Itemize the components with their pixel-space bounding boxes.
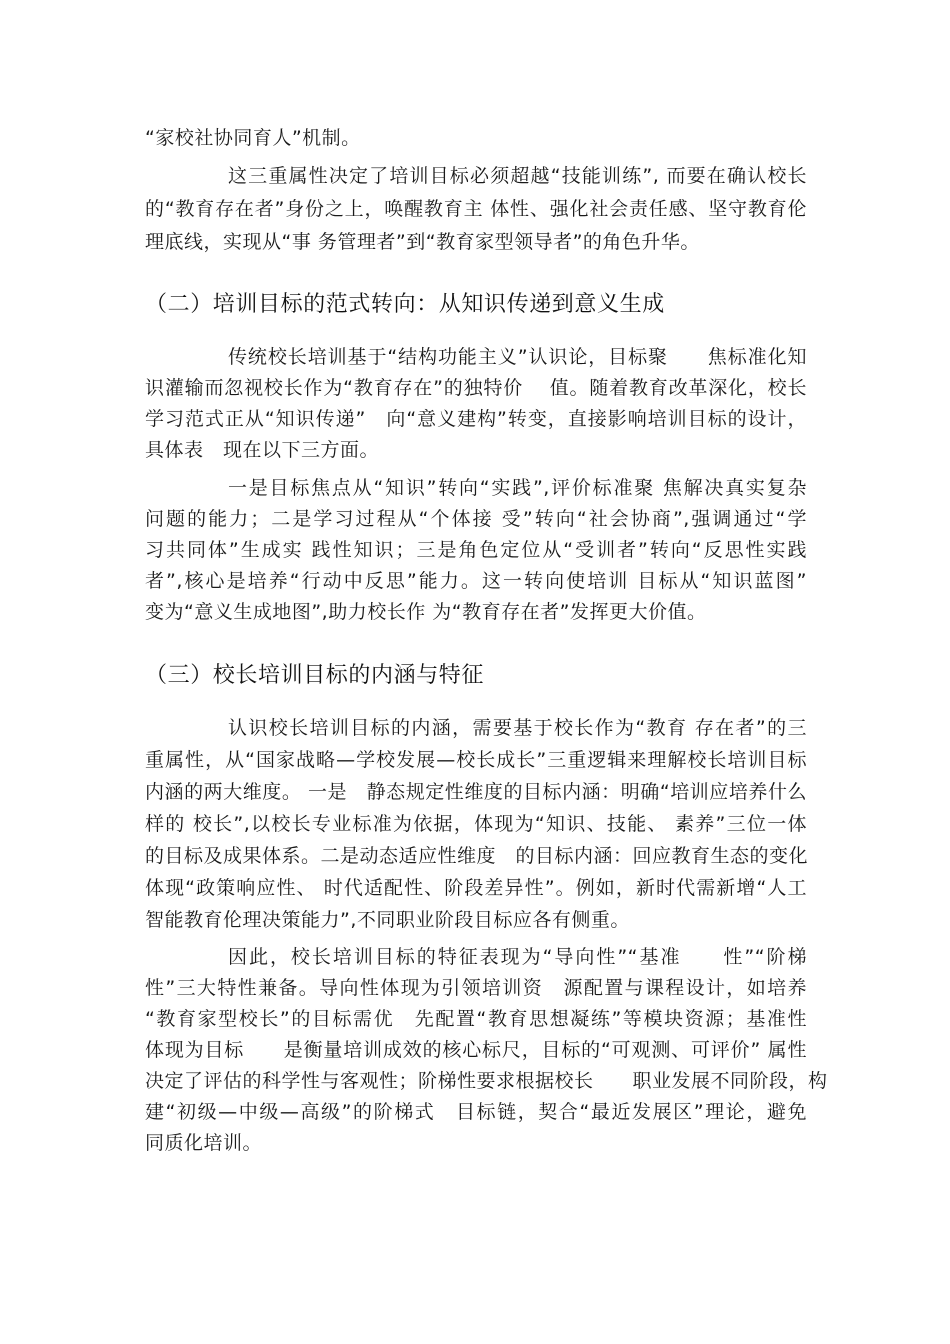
text-line: 识灌输而忽视校长作为“教育存在”的独特价 值。随着教育改革深化，校长 bbox=[145, 377, 807, 399]
text-line: 决定了评估的科学性与客观性；阶梯性要求根据校长 职业发展不同阶段，构 bbox=[145, 1070, 828, 1092]
text-line: 理底线，实现从“事 务管理者”到“教育家型领导者”的角色升华。 bbox=[145, 231, 700, 253]
text-line: 认识校长培训目标的内涵，需要基于校长作为“教育 存在者”的三 bbox=[228, 717, 807, 739]
text-line: 传统校长培训基于“结构功能主义”认识论，目标聚 焦标准化知 bbox=[228, 346, 807, 368]
text-line: 习共同体”生成实 践性知识；三是角色定位从“受训者”转向“反思性实践 bbox=[145, 539, 807, 561]
text-line: 具体表 现在以下三方面。 bbox=[145, 439, 380, 461]
text-line: “教育家型校长”的目标需优 先配置“教育思想凝练”等模块资源；基准性 bbox=[145, 1008, 807, 1030]
text-line: 的目标及成果体系。二是动态适应性维度 的目标内涵：回应教育生态的变化 bbox=[145, 845, 809, 867]
text-line: 智能教育伦理决策能力”,不同职业阶段目标应各有侧重。 bbox=[145, 909, 630, 931]
text-line: 体现为目标 是衡量培训成效的核心标尺，目标的“可观测、可评价” 属性 bbox=[145, 1039, 807, 1061]
text-line: 这三重属性决定了培训目标必须超越“技能训练”, 而要在确认校长 bbox=[228, 165, 807, 187]
section-heading: （三）校长培训目标的内涵与特征 bbox=[145, 663, 485, 688]
text-line: 体现“政策响应性、 时代适配性、阶段差异性”。例如，新时代需新增“人工 bbox=[145, 877, 807, 899]
text-line: 一是目标焦点从“知识”转向“实践”,评价标准聚 焦解决真实复杂 bbox=[228, 477, 807, 499]
text-line: 学习范式正从“知识传递” 向“意义建构”转变，直接影响培训目标的设计， bbox=[145, 408, 807, 430]
text-line: 因此，校长培训目标的特征表现为“导向性”“基准 性”“阶梯 bbox=[228, 946, 807, 968]
text-line: 者”,核心是培养“行动中反思”能力。这一转向使培训 目标从“知识蓝图” bbox=[145, 570, 807, 592]
text-line: 重属性，从“国家战略—学校发展—校长成长”三重逻辑来理解校长培训目标 bbox=[145, 749, 807, 771]
text-line: “家校社协同育人”机制。 bbox=[145, 127, 361, 149]
text-line: 性”三大特性兼备。导向性体现为引领培训资 源配置与课程设计，如培养 bbox=[145, 977, 807, 999]
text-line: 样的 校长”,以校长专业标准为依据，体现为“知识、技能、 素养”三位一体 bbox=[145, 813, 807, 835]
text-line: 的“教育存在者”身份之上，唤醒教育主 体性、强化社会责任感、坚守教育伦 bbox=[145, 198, 807, 220]
text-line: 建“初级—中级—高级”的阶梯式 目标链，契合“最近发展区”理论，避免 bbox=[145, 1101, 807, 1123]
text-line: 内涵的两大维度。 一是 静态规定性维度的目标内涵：明确“培训应培养什么 bbox=[145, 781, 807, 803]
text-line: 同质化培训。 bbox=[145, 1132, 263, 1154]
section-heading: （二）培训目标的范式转向：从知识传递到意义生成 bbox=[145, 292, 665, 317]
text-line: 问题的能力；二是学习过程从“个体接 受”转向“社会协商”,强调通过“学 bbox=[145, 508, 807, 530]
text-line: 变为“意义生成地图”,助力校长作 为“教育存在者”发挥更大价值。 bbox=[145, 601, 707, 623]
